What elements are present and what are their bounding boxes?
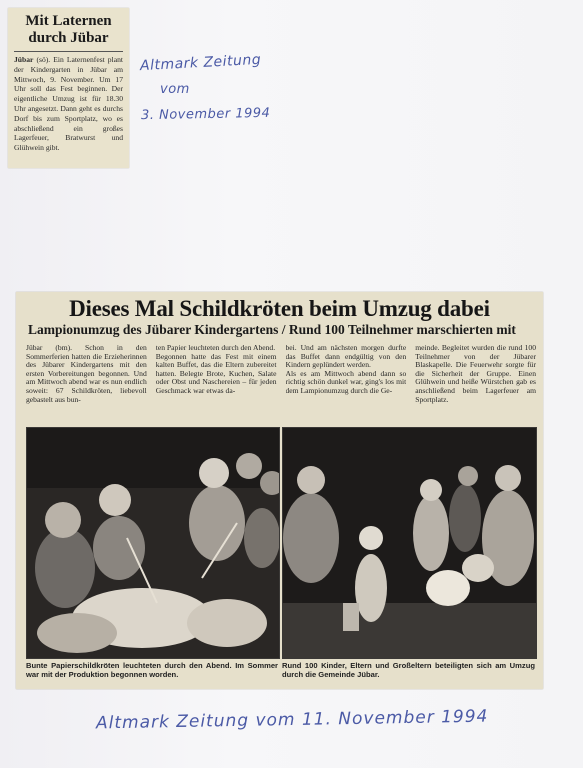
article-subheadline: Lampionumzug des Jübarer Kindergartens / Rund 100 Teilnehmer marschierten mit: [28, 322, 516, 337]
photo-caption-left: Bunte Papierschildkröten leuchteten durch den Abend. Im Sommer war mit der Produktion begonnen worden.: [26, 661, 278, 679]
photo-caption-right: Rund 100 Kinder, Eltern und Großeltern beteiligten sich am Umzug durch die Gemeinde Jübar.: [282, 661, 535, 679]
small-clipping-text: (sö). Ein Laternenfest plant der Kindergarten in Jübar am Mittwoch, 9. November. Um 17 Uhr soll das Fest beginnen. Der eigentliche Umzug ist für 18.30 Uhr angesetzt. Dann geht es durchs Dorf bis zum Sportplatz, wo es abschließend ein großes Lagerfeuer, Bratwurst und Glühwein gibt.: [14, 55, 123, 153]
small-headline-line-2: durch Jübar: [28, 30, 109, 46]
small-clipping-headline: [8, 13, 129, 47]
handwritten-note-bottom: Altmark Zeitung vom 11. November 1994: [95, 706, 489, 734]
article-column-2: [156, 344, 277, 414]
photo-lantern-procession: [282, 427, 537, 659]
small-newspaper-clipping: [8, 8, 129, 168]
article-paragraph: Als es am Mittwoch abend dann so richtig schön dunkel war, ging's los mit dem Lampionumzug durch die Ge-: [285, 368, 407, 395]
handwritten-note-date: 3. November 1994: [140, 105, 271, 124]
small-clipping-dateline: Jübar: [14, 55, 34, 64]
article-headline: Dieses Mal Schildkröten beim Umzug dabei: [69, 296, 490, 321]
article-paragraph: ten Papier leuchteten durch den Abend.: [155, 344, 276, 352]
article-column-1: [26, 344, 147, 414]
article-paragraph: bei. Und am nächsten morgen durfte das Buffet dann endgültig von den Kindern geplündert werden.: [285, 344, 407, 370]
article-columns: [26, 344, 536, 414]
article-paragraph: Begonnen hatte das Fest mit einem kalten Buffet, das die Eltern zubereitet hatten. Belegte Brote, Kuchen, Salate oder Obst und Naschereien – für jeden Geschmack war etwas da-: [155, 351, 277, 395]
handwritten-note-source: Altmark Zeitung: [139, 51, 262, 75]
small-clipping-body: [8, 55, 129, 153]
small-headline-line-1: Mit Laternen: [25, 13, 112, 29]
handwritten-note-vom: vom: [160, 82, 190, 97]
article-column-3: [286, 344, 407, 414]
article-paragraph: meinde. Begleitet wurden die rund 100 Teilnehmer von der Jübarer Blaskapelle. Die Feuerwehr sorgte für die Sicherheit der Gruppe. Einen Glühwein und heiße Würstchen gab es anschließend beim Lagerfeuer am Sportplatz.: [415, 344, 536, 404]
photo-children-with-lanterns: [26, 427, 280, 659]
large-newspaper-clipping: [16, 292, 543, 689]
divider: [14, 51, 123, 52]
article-column-4: [415, 344, 536, 414]
article-paragraph: Jübar (bm). Schon in den Sommerferien hatten die Erzieherinnen des Jübarer Kindergartens mit den ersten Vorbereitungen begonnen. Und am Mittwoch abend war es nun endlich soweit: 67 Schildkröten, liebevoll gebastelt aus bun-: [26, 344, 147, 404]
